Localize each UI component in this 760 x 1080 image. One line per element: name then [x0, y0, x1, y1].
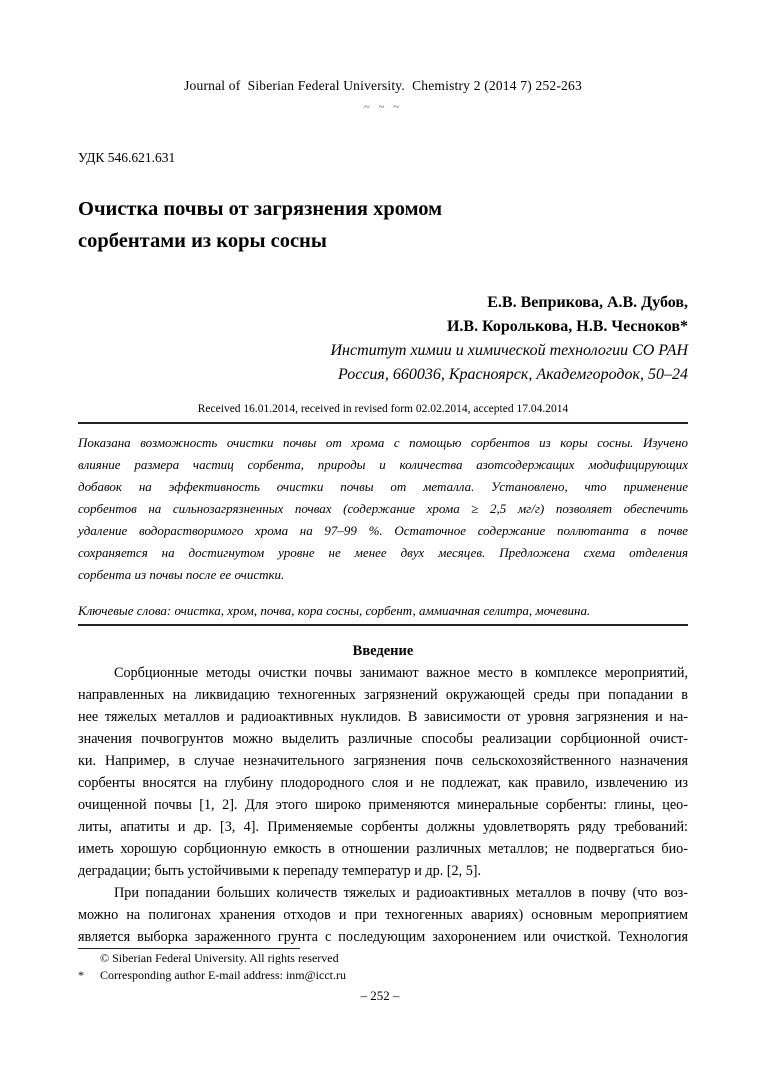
- keywords-line: Ключевые слова: очистка, хром, почва, кора сосны, сорбент, аммиачная селитра, мочевина.: [78, 603, 591, 618]
- journal-header: Journal of Siberian Federal University. Chemistry 2 (2014 7) 252-263: [184, 78, 582, 93]
- footnote-marker-empty: [78, 950, 100, 966]
- authors-list: Е.В. Веприкова, А.В. Дубов, И.В. Королькова, Н.В. Чесноков*: [446, 294, 688, 335]
- introduction-paragraph-2: При попадании больших количеств тяжелых и радиоактивных металлов в почву (что воз- можно на полигонах хранения отходов и при техногенных авариях) основным мероприятием является выборка зараженного грунта с последующим захоронением или очисткой. Технология: [78, 885, 688, 945]
- received-dates: Received 16.01.2014, received in revised form 02.02.2014, accepted 17.04.2014: [197, 403, 569, 415]
- abstract-text: Показана возможность очистки почвы от хрома с помощью сорбентов из коры сосны. Изучено влияние размера частиц сорбента, природы и количества азотсодержащих модифицирующих добавок на эффективность очистки почвы от металла. Установлено, что применение сорбентов на сильнозагрязненных почвах (содержание хрома ≥ 2,5 мг/г) позволяет обеспечить удаление водорастворимого хрома на 97–99 %. Остаточное содержание поллютанта в почве сохраняется на достигнутом уровне не менее двух месяцев. Предложена схема отделения сорбента из почвы после ее очистки.: [78, 435, 688, 582]
- corresponding-author-text: Corresponding author E-mail address: inm@icct.ru: [100, 968, 346, 982]
- affiliation: Институт химии и химической технологии СО РАН Россия, 660036, Красноярск, Академгородок, 50–24: [330, 342, 688, 383]
- copyright-text: © Siberian Federal University. All rights reserved: [100, 951, 339, 965]
- footnote-block: [78, 948, 688, 983]
- paper-title: Очистка почвы от загрязнения хромом сорбентами из коры сосны: [78, 198, 443, 252]
- tilde-separator: ~ ~ ~: [363, 101, 403, 113]
- introduction-heading: Введение: [352, 643, 414, 659]
- page-number: – 252 –: [360, 988, 400, 1003]
- corresponding-author-footnote: [78, 967, 688, 983]
- keywords-bottom-rule: [78, 624, 688, 626]
- footnote-asterisk: *: [78, 968, 84, 982]
- footnote-rule: [78, 948, 300, 949]
- copyright-footnote: [78, 950, 688, 966]
- abstract-top-rule: [78, 422, 688, 424]
- introduction-paragraph-1: Сорбционные методы очистки почвы занимают важное место в комплексе мероприятий, направленных на ликвидацию техногенных загрязнений окружающей среды при попадании в нее тяжелых металлов и радиоактивных нуклидов. В зависимости от уровня загрязнения и на- значения почвогрунтов можно выделить различные способы реализации сорбционной очист- ки. Например, в случае незначительного загрязнения почв сельскохозяйственного назначения сорбенты вносятся на глубину плодородного слоя и не подлежат, как правило, извлечению из очищенной почвы [1, 2]. Для этого широко применяются минеральные сорбенты: глины, цео- литы, апатиты и др. [3, 4]. Применяемые сорбенты должны удовлетворять ряду требований: иметь хорошую сорбционную емкость в отношении различных металлов; не подвергаться био- деградации; быть устойчивыми к перепаду температур и др. [2, 5].: [78, 665, 688, 879]
- udc-number: УДК 546.621.631: [78, 150, 176, 165]
- page-content: [78, 78, 688, 948]
